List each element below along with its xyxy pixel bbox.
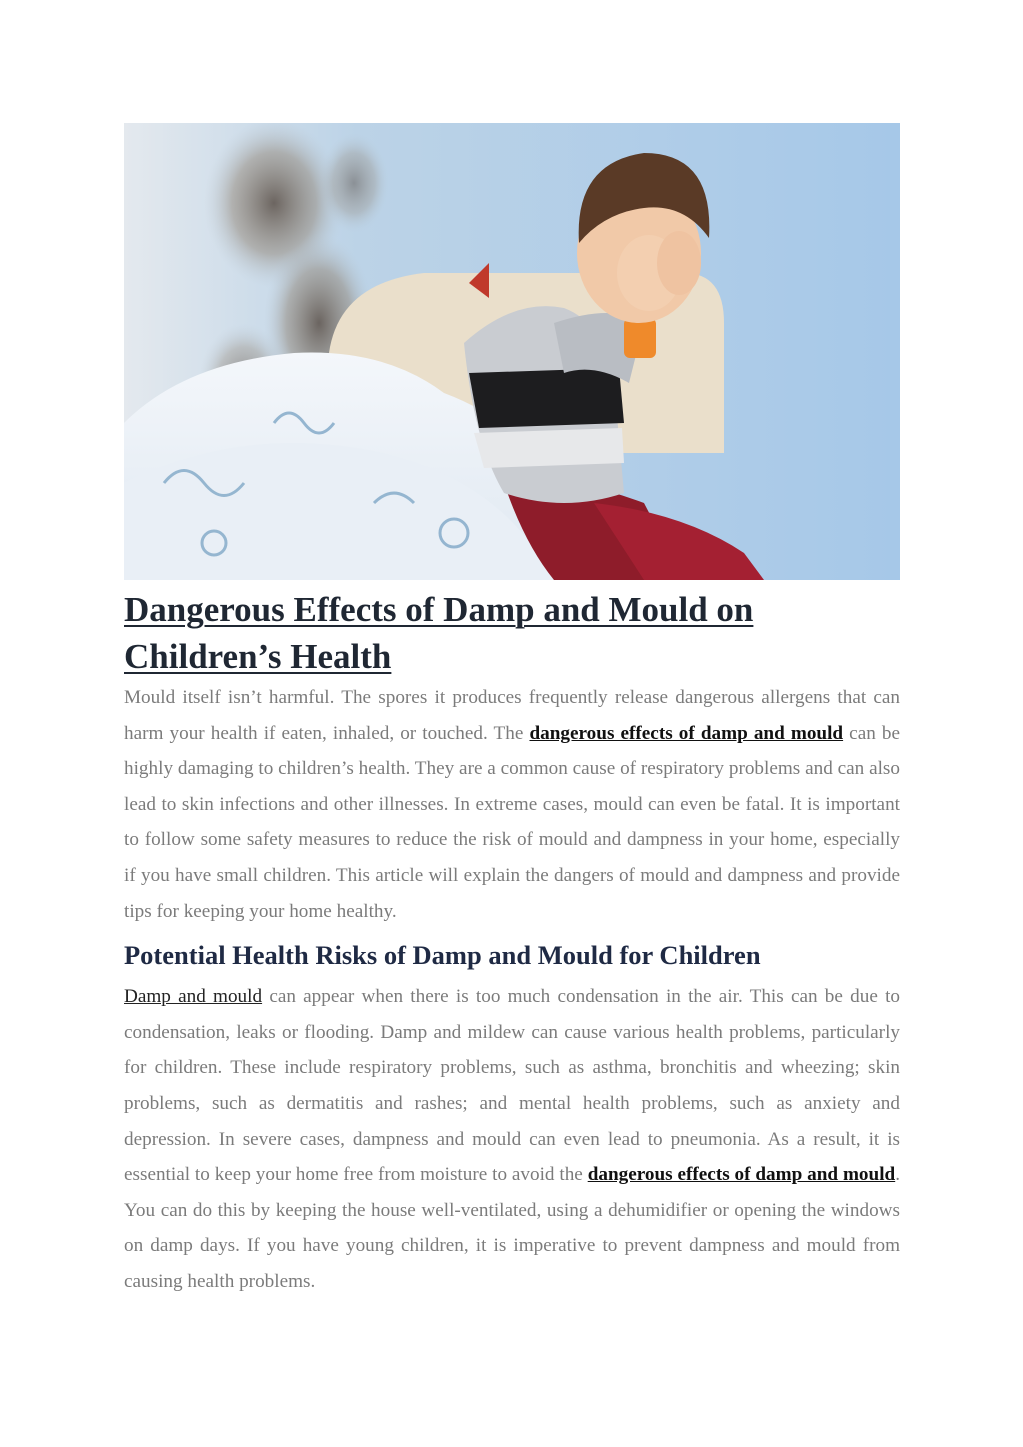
section-text-1: can appear when there is too much condensation in the air. This can be due to condensation, leaks or flooding. Damp and mildew can cause various health problems, particularly for children. These include respiratory problems, such as asthma, bronchitis and wheezing; skin problems, such as dermatitis and rashes; and mental health problems, such as anxiety and depression. In severe cases, dampness and mould can even lead to pneumonia. As a result, it is essential to keep your home free from moisture to avoid the [124,986,900,1186]
link-dangerous-effects-2[interactable]: dangerous effects of damp and mould [587,1164,896,1186]
article-title: Dangerous Effects of Damp and Mould on Children’s Health [124,590,754,676]
section-text-2: . You can do this by keeping the house well-ventilated, using a dehumidifier or opening the windows on damp days. If you have young children, it is imperative to prevent dampness and mould from causing health problems. [124,1164,900,1292]
hero-image-child-mould-bedroom [124,123,900,580]
section-paragraph [124,979,900,1299]
article [124,123,900,1300]
hero-illustration [124,123,900,580]
link-dangerous-effects-1[interactable]: dangerous effects of damp and mould [529,722,844,744]
link-damp-and-mould[interactable]: Damp and mould [124,986,263,1008]
section-heading: Potential Health Risks of Damp and Mould for Children [124,940,761,971]
intro-text-2: can be highly damaging to children’s health. They are a common cause of respiratory problems and can also lead to skin infections and other illnesses. In extreme cases, mould can even be fatal. It is important to follow some safety measures to reduce the risk of mould and dampness in your home, especially if you have small children. This article will explain the dangers of mould and dampness and provide tips for keeping your home healthy. [124,722,900,922]
intro-paragraph [124,680,900,929]
intro-text-1: Mould itself isn’t harmful. The spores it produces frequently release dangerous allergens that can harm your health if eaten, inhaled, or touched. The [124,687,900,744]
